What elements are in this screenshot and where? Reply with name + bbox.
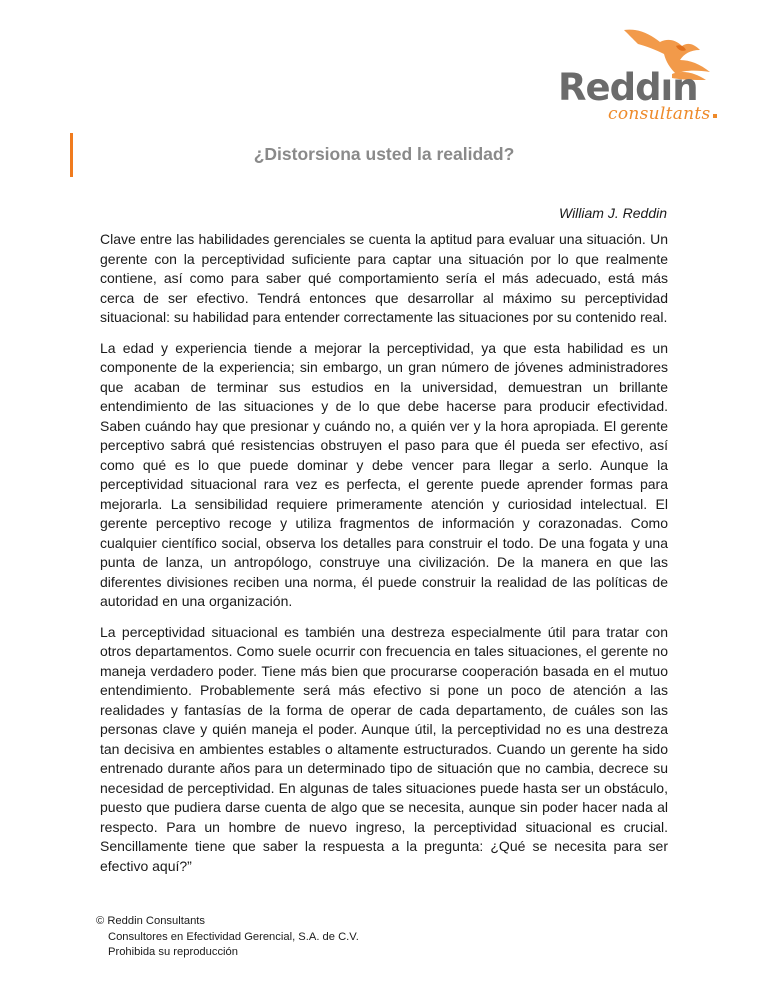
reddin-logo: [558, 24, 728, 124]
paragraph: La perceptividad situacional es también una destreza especialmente útil para tratar con otros departamentos. Como suele ocurrir con frecuencia en tales situaciones, el gerente no maneja verdadero poder. Tiene más bien que procurarse cooperación basada en el mutuo entendimiento. Probablemente será más efectivo si pone un poco de atención a las realidades y fantasías de la forma de operar de cada departamento, de cuáles son las personas clave y quién maneja el poder. Aunque útil, la perceptividad no es una destreza tan decisiva en ambientes estables o altamente estructurados. Cuando un gerente ha sido entrenado durante años para un determinado tipo de situación que no cambia, decrece su necesidad de perceptividad. En algunas de tales situaciones puede hasta ser un obstáculo, puesto que pudiera darse cuenta de algo que se necesita, aunque sin poder hacer nada al respecto. Para un hombre de nuevo ingreso, la perceptividad situacional es crucial. Sencillamente tiene que saber la respuesta a la pregunta: ¿Qué se necesita para ser efectivo aquí?”: [100, 623, 668, 874]
footer-copyright: © Reddin Consultants: [96, 915, 205, 927]
footer: [96, 914, 359, 961]
logo-tagline-text: consultants: [608, 104, 711, 124]
footer-company: Consultores en Efectividad Gerencial, S.A. de C.V.: [108, 930, 359, 943]
logo-wordmark: Reddın: [558, 66, 698, 109]
paragraph: La edad y experiencia tiende a mejorar la perceptividad, ya que esta habilidad es un componente de la experiencia; sin embargo, un gran número de jóvenes administradores que acaban de terminar sus estudios en la universidad, demuestran un brillante entendimiento de las situaciones y de lo que debe hacerse para producir efectividad. Saben cuándo hay que presionar y cuándo no, a quién ver y la hora apropiada. El gerente perceptivo sabrá qué resistencias obstruyen el paso para que él pueda ser efectivo, así como qué es lo que puede dominar y debe vencer para llegar a serlo. Aunque la perceptividad situacional rara vez es perfecta, el gerente puede aprender formas para mejorarla. La sensibilidad requiere primeramente atención y curiosidad intelectual. El gerente perceptivo recoge y utiliza fragmentos de información y corazonadas. Como cualquier científico social, observa los detalles para construir el todo. De una fogata y una punta de lanza, un antropólogo, construye una civilización. De la manera en que las diferentes divisiones reciben una norma, él puede construir la realidad de las políticas de autoridad en una organización.: [100, 339, 668, 609]
logo-tagline: [608, 104, 717, 124]
document-body: [100, 230, 668, 887]
document-title: ¿Distorsiona usted la realidad?: [253, 144, 515, 164]
logo-dot-icon: [713, 114, 717, 118]
footer-notice: Prohibida su reproducción: [108, 946, 238, 958]
document-author: William J. Reddin: [558, 205, 667, 221]
paragraph: Clave entre las habilidades gerenciales se cuenta la aptitud para evaluar una situación. Un gerente con la perceptividad suficiente para captar una situación por lo que realmente contiene, así como para saber qué comportamiento sería el más adecuado, está más cerca de ser efectivo. Tendrá entonces que desarrollar al máximo su perceptividad situacional: su habilidad para entender correctamente las situaciones por su contenido real.: [100, 231, 668, 325]
